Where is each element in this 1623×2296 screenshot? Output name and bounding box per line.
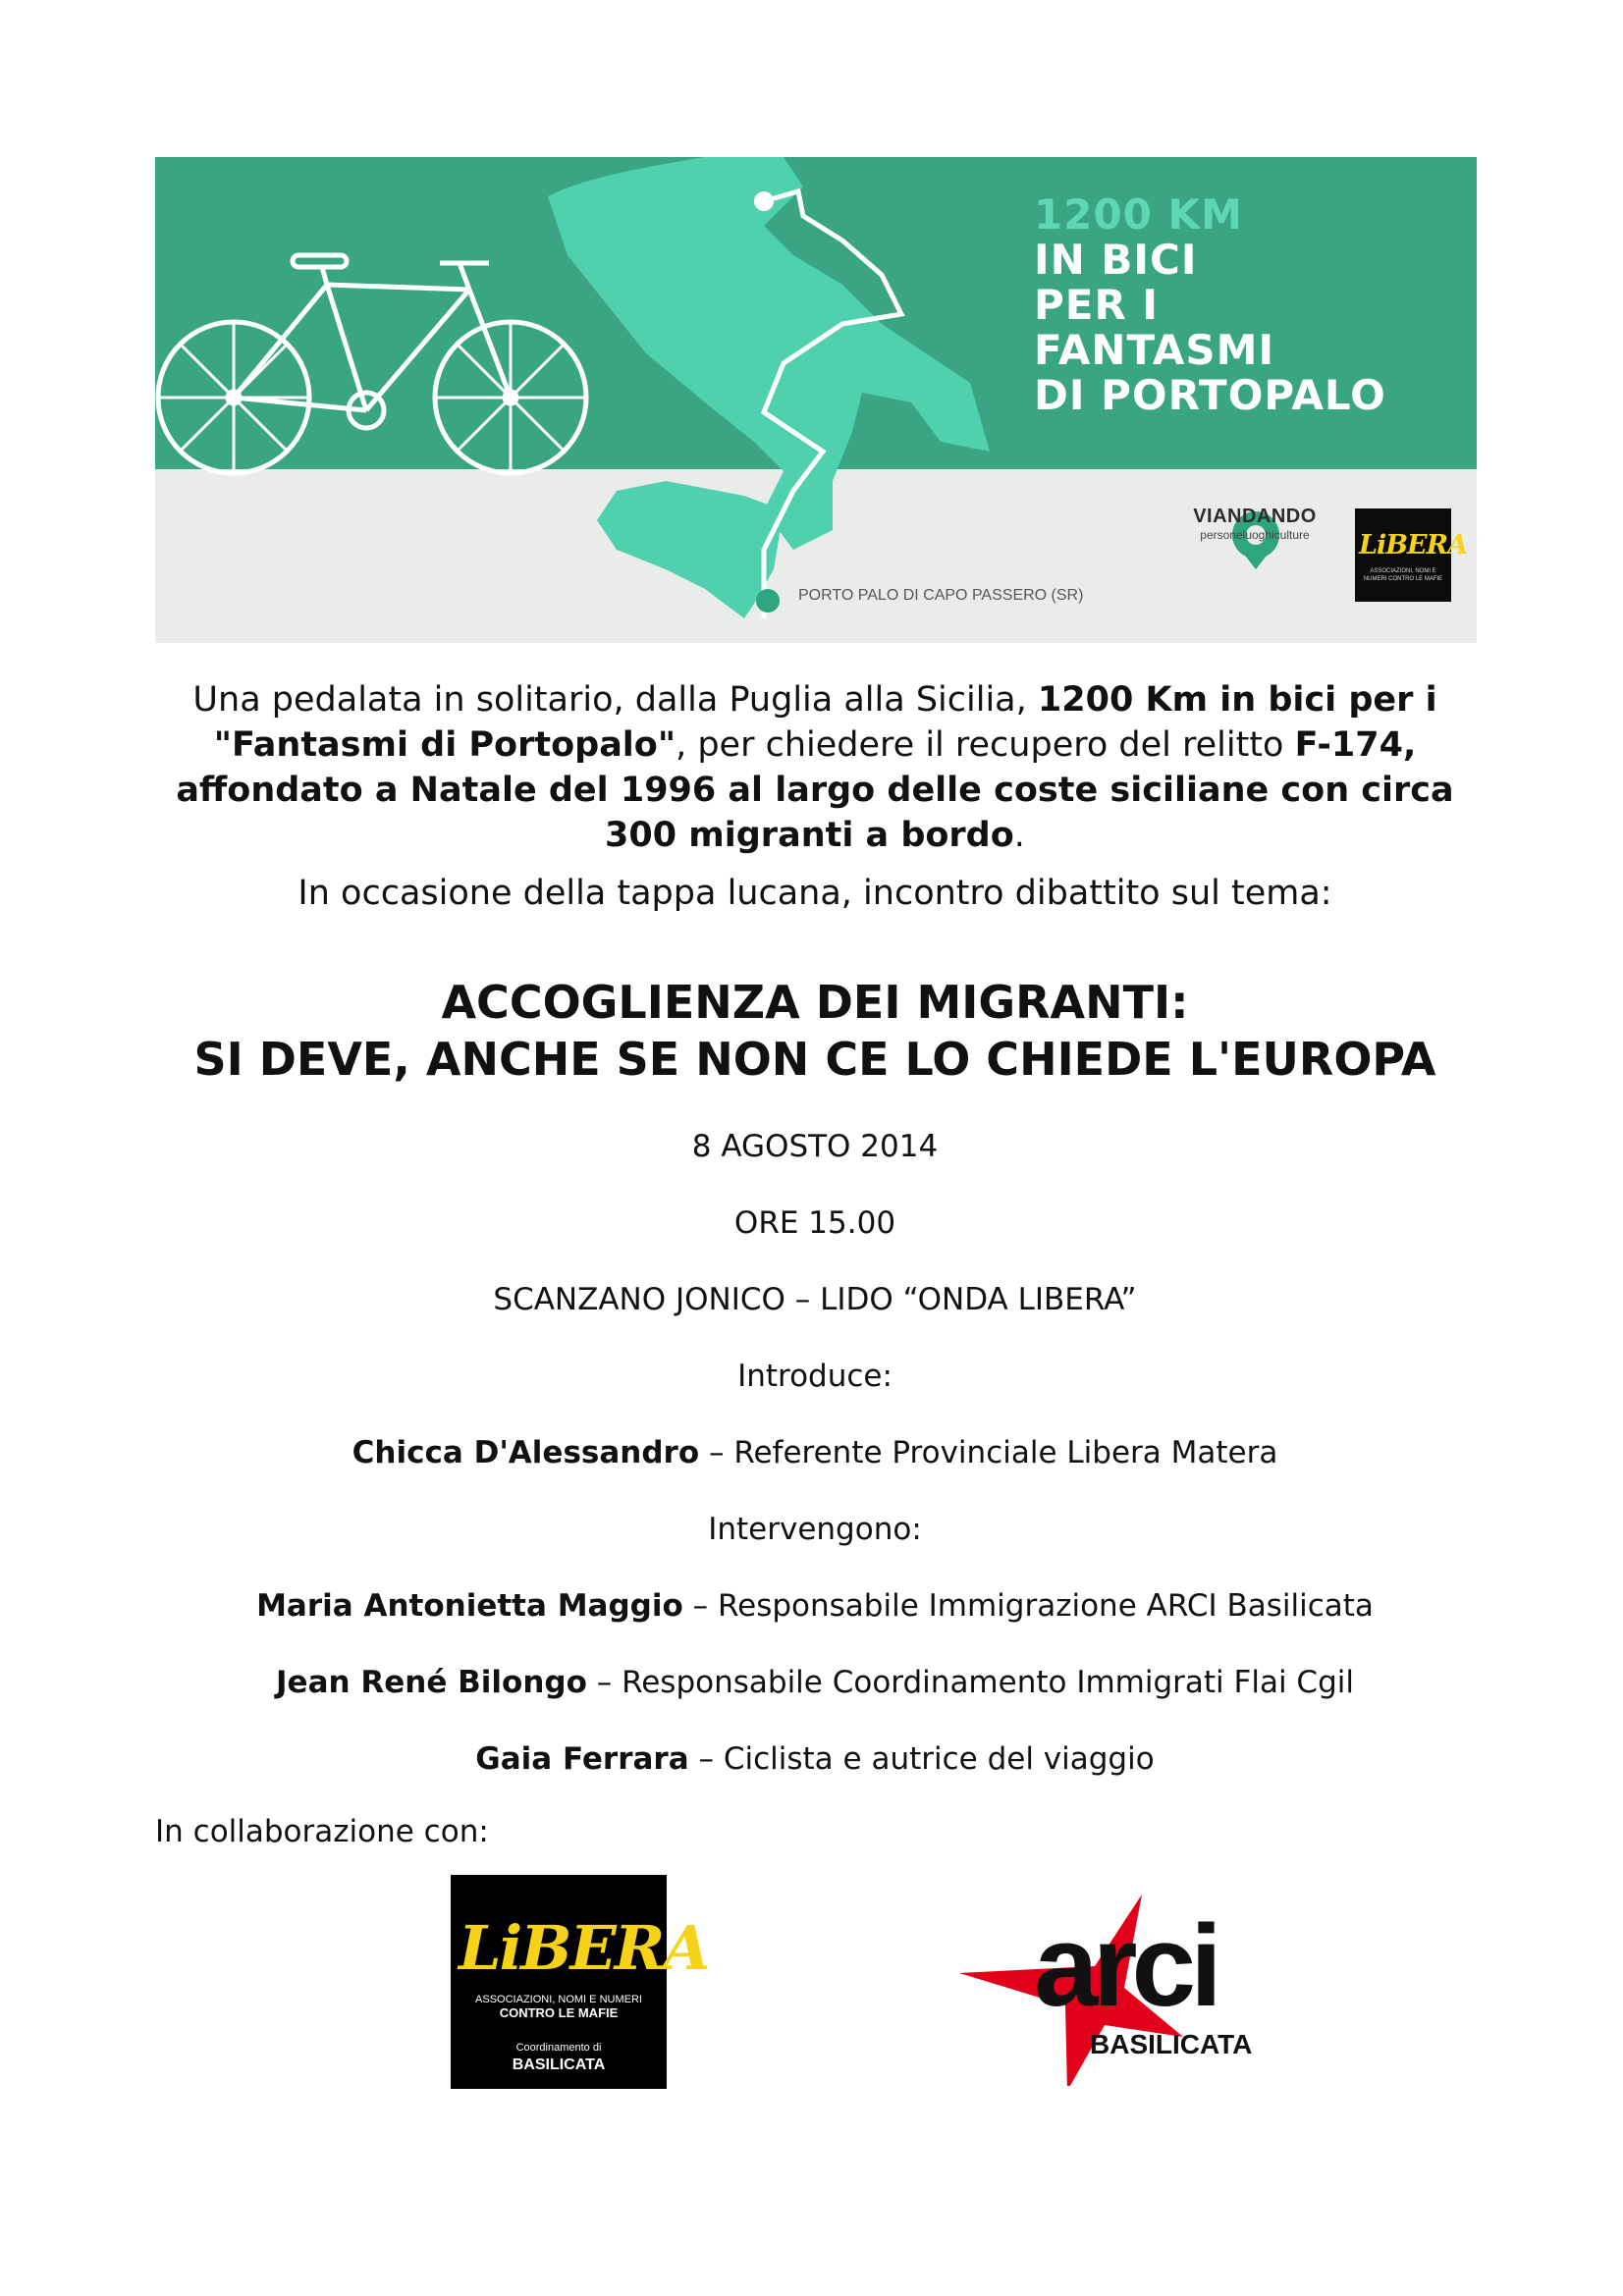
libera-logo (451, 1875, 709, 2089)
banner-title-line-1: IN BICI (1034, 236, 1198, 284)
libera-tagline (460, 1993, 657, 2020)
libera-coord: Coordinamento di (515, 2042, 602, 2054)
introducer-label: Introduce: (737, 1359, 893, 1394)
arci-region: BASILICATA (1090, 2029, 1253, 2059)
intro-bold-1: 1200 Km in bici per i "Fantasmi di Portopalo" (213, 680, 1437, 765)
speaker-3 (157, 1741, 1473, 1777)
libera-word-text: LiBERA (459, 1912, 709, 1984)
viandando-tagline: personeluoghiculture (1200, 528, 1310, 542)
speaker-role: – Responsabile Coordinamento Immigrati Flai Cgil (586, 1665, 1354, 1700)
event-place: SCANZANO JONICO – LIDO “ONDA LIBERA” (493, 1282, 1137, 1317)
intro-text-3: . (1013, 816, 1025, 855)
banner-headline (1034, 192, 1466, 418)
event-time: ORE 15.00 (733, 1205, 896, 1241)
destination-label: PORTO PALO DI CAPO PASSERO (SR) (798, 587, 1084, 604)
viandando-logo (1181, 506, 1328, 542)
libera-small-word: LiBERA (1359, 530, 1468, 561)
headline-line-2: SI DEVE, ANCHE SE NON CE LO CHIEDE L'EUROPA (193, 1033, 1436, 1086)
libera-logo-small (1355, 508, 1468, 602)
banner-title-line-2: PER I (1034, 281, 1160, 329)
route-start (754, 191, 774, 211)
event-date: 8 AGOSTO 2014 (691, 1129, 939, 1164)
introducer-name: Chicca D'Alessandro (352, 1435, 700, 1470)
libera-word (459, 1912, 708, 1984)
libera-region: BASILICATA (512, 2056, 606, 2073)
collaboration-label: In collaborazione con: (155, 1814, 489, 1849)
speaker-name: Gaia Ferrara (475, 1741, 689, 1777)
speaker-1 (157, 1588, 1473, 1624)
occasion-line: In occasione della tappa lucana, incontro dibattito sul tema: (298, 874, 1332, 913)
headline-line-1: ACCOGLIENZA DEI MIGRANTI: (441, 976, 1189, 1029)
viandando-name: VIANDANDO (1193, 506, 1317, 527)
sicily-map (597, 481, 784, 618)
libera-tagline-1: ASSOCIAZIONI, NOMI E NUMERI (475, 1994, 642, 2005)
intro-text-1: Una pedalata in solitario, dalla Puglia alla Sicilia, (192, 680, 1038, 720)
speaker-role: – Ciclista e autrice del viaggio (688, 1741, 1155, 1777)
arci-logo (957, 1890, 1271, 2086)
introducer (157, 1435, 1473, 1470)
banner-title-line-4: DI PORTOPALO (1034, 371, 1386, 419)
introducer-role: – Referente Provinciale Libera Matera (699, 1435, 1278, 1470)
speaker-name: Maria Antonietta Maggio (256, 1588, 683, 1624)
speaker-name: Jean René Bilongo (276, 1665, 587, 1700)
libera-small-tagline: ASSOCIAZIONI, NOMI E NUMERI CONTRO LE MAFIE (1363, 568, 1443, 582)
speaker-2 (157, 1665, 1473, 1700)
intro-paragraph (157, 677, 1473, 858)
arci-word: arci (1034, 1901, 1217, 2031)
banner-title-line-3: FANTASMI (1034, 326, 1275, 374)
banner-km: 1200 KM (1034, 190, 1243, 239)
speaker-role: – Responsabile Immigrazione ARCI Basilicata (682, 1588, 1374, 1624)
speakers-label: Intervengono: (708, 1512, 922, 1547)
route-end (756, 589, 780, 613)
event-headline (157, 974, 1473, 1088)
intro-bold-2: F-174, affondato a Natale del 1996 al largo delle coste siciliane con circa 300 migranti a bordo (176, 725, 1454, 855)
libera-tagline-2: CONTRO LE MAFIE (499, 2005, 619, 2020)
event-banner (155, 157, 1477, 643)
intro-text-2: , per chiedere il recupero del relitto (676, 725, 1295, 765)
